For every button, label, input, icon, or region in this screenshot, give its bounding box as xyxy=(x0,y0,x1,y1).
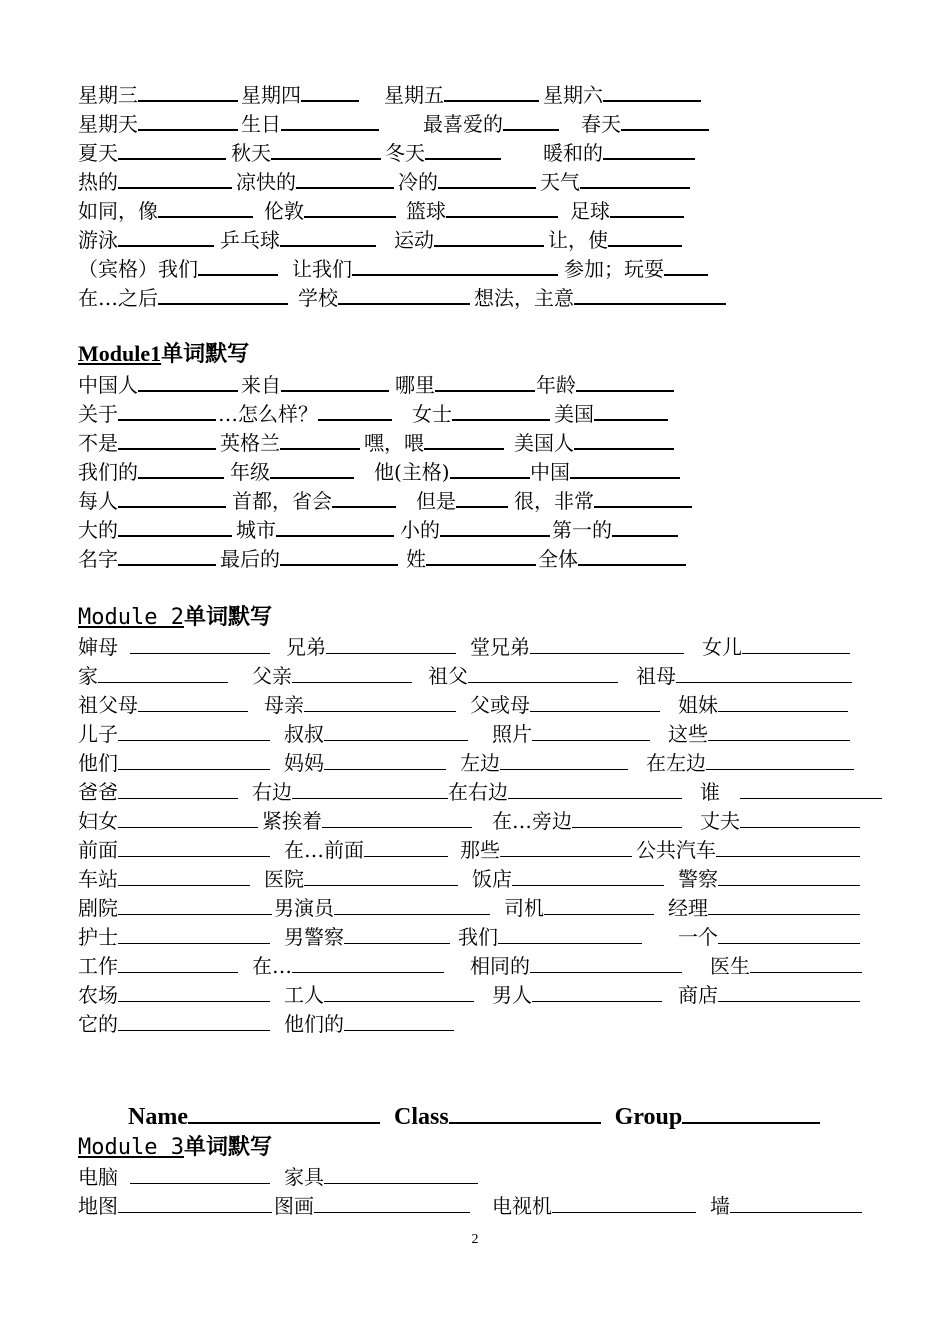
word-label: 父或母 xyxy=(470,693,530,717)
word-field[interactable] xyxy=(274,1192,470,1220)
word-label: 妇女 xyxy=(78,809,118,833)
word-label: 乒乓球 xyxy=(220,228,280,252)
word-label: 爸爸 xyxy=(78,780,118,804)
word-label: 凉快的 xyxy=(236,170,296,194)
word-field[interactable] xyxy=(78,225,214,254)
word-label: 丈夫 xyxy=(700,809,740,833)
word-label: …怎么样？ xyxy=(218,402,318,426)
word-field[interactable] xyxy=(400,515,550,544)
word-field[interactable] xyxy=(460,749,628,777)
word-label: 星期六 xyxy=(543,83,603,107)
word-label: 叔叔 xyxy=(284,722,324,746)
word-field[interactable] xyxy=(702,633,850,661)
word-field[interactable] xyxy=(284,720,468,748)
word-field[interactable] xyxy=(78,807,258,835)
word-label: 生日 xyxy=(241,112,281,136)
word-label: 让我们 xyxy=(292,257,352,281)
word-field[interactable] xyxy=(78,1163,270,1191)
word-label: 女士 xyxy=(412,402,452,426)
word-label: 嘿，喂 xyxy=(364,431,424,455)
word-field[interactable] xyxy=(78,196,253,225)
word-label: 在…前面 xyxy=(284,838,364,862)
word-label: 暖和的 xyxy=(543,141,603,165)
word-label: 医院 xyxy=(264,867,304,891)
word-label: 兄弟 xyxy=(286,635,326,659)
word-field[interactable] xyxy=(220,544,398,573)
word-label: 最后的 xyxy=(220,547,280,571)
word-label: 电视机 xyxy=(492,1194,552,1218)
word-label: 篮球 xyxy=(406,199,446,223)
word-label: 他们的 xyxy=(284,1012,344,1036)
word-label: 前面 xyxy=(78,838,118,862)
word-label: 父亲 xyxy=(252,664,292,688)
word-field[interactable] xyxy=(564,254,708,283)
word-field[interactable] xyxy=(492,1192,696,1220)
word-label: 一个 xyxy=(678,925,718,949)
class-label: Class xyxy=(393,1104,449,1130)
word-field[interactable] xyxy=(668,720,850,748)
word-field[interactable] xyxy=(78,486,226,515)
word-label: 关于 xyxy=(78,402,118,426)
word-field[interactable] xyxy=(474,283,726,312)
word-label: 祖母 xyxy=(636,664,676,688)
word-label: 那些 xyxy=(460,838,500,862)
word-field[interactable] xyxy=(78,865,250,893)
word-label: 男演员 xyxy=(274,896,334,920)
word-label: 参加；玩耍 xyxy=(564,257,664,281)
word-field[interactable] xyxy=(241,370,389,399)
word-field[interactable] xyxy=(78,109,238,138)
word-field[interactable] xyxy=(78,894,272,922)
word-field[interactable] xyxy=(374,457,530,486)
word-field[interactable] xyxy=(514,428,674,457)
word-field[interactable] xyxy=(220,225,376,254)
word-field[interactable] xyxy=(274,894,490,922)
word-field[interactable] xyxy=(264,865,458,893)
word-label: 在右边 xyxy=(448,780,508,804)
word-field[interactable] xyxy=(636,836,860,864)
word-label: 女儿 xyxy=(702,635,742,659)
name-class-group-bar xyxy=(128,1100,820,1132)
word-field[interactable] xyxy=(492,981,662,1009)
word-field[interactable] xyxy=(78,981,270,1009)
word-label: 祖父母 xyxy=(78,693,138,717)
module1-title-mod: Module1 xyxy=(78,341,162,366)
word-field[interactable] xyxy=(678,981,860,1009)
word-label: 如同，像 xyxy=(78,199,158,223)
word-field[interactable] xyxy=(416,486,508,515)
word-field[interactable] xyxy=(668,894,860,922)
word-label: 每人 xyxy=(78,489,118,513)
word-label: 我们的 xyxy=(78,460,138,484)
word-label: 它的 xyxy=(78,1012,118,1036)
word-field[interactable] xyxy=(406,544,536,573)
word-field[interactable] xyxy=(78,749,270,777)
module1-title-cn: 单词默写 xyxy=(161,342,250,367)
word-label: 农场 xyxy=(78,983,118,1007)
word-field[interactable] xyxy=(78,836,270,864)
word-label: 在… xyxy=(252,954,292,978)
word-field[interactable] xyxy=(78,720,270,748)
word-label: 想法，主意 xyxy=(474,286,574,310)
word-field[interactable] xyxy=(470,633,684,661)
name-label: Name xyxy=(128,1104,188,1130)
word-label: 不是 xyxy=(78,431,118,455)
word-label: 全体 xyxy=(538,547,578,571)
word-label: （宾格）我们 xyxy=(78,257,198,281)
word-field[interactable] xyxy=(678,691,848,719)
word-field[interactable] xyxy=(504,894,654,922)
word-label: 妈妈 xyxy=(284,751,324,775)
word-label: 哪里 xyxy=(395,373,435,397)
word-label: 祖父 xyxy=(428,664,468,688)
word-label: 我们 xyxy=(458,925,498,949)
word-label: 中国人 xyxy=(78,373,138,397)
word-field[interactable] xyxy=(298,283,470,312)
word-label: 在…之后 xyxy=(78,286,158,310)
word-field[interactable] xyxy=(678,865,860,893)
group-field[interactable] xyxy=(615,1104,821,1130)
word-field[interactable] xyxy=(78,254,278,283)
word-field[interactable] xyxy=(384,80,539,109)
page-number: 2 xyxy=(471,1232,479,1247)
word-label: 护士 xyxy=(78,925,118,949)
word-field[interactable] xyxy=(252,952,444,980)
word-label: 车站 xyxy=(78,867,118,891)
word-field[interactable] xyxy=(78,515,232,544)
word-label: 照片 xyxy=(492,722,532,746)
word-field[interactable] xyxy=(252,778,448,806)
word-label: 第一的 xyxy=(552,518,612,542)
word-label: 星期天 xyxy=(78,112,138,136)
word-label: 母亲 xyxy=(264,693,304,717)
word-field[interactable] xyxy=(284,749,446,777)
word-field[interactable] xyxy=(636,662,852,690)
word-field[interactable] xyxy=(218,399,392,428)
word-label: 家 xyxy=(78,664,98,688)
word-label: 很，非常 xyxy=(514,489,594,513)
word-field[interactable] xyxy=(540,167,690,196)
word-field[interactable] xyxy=(264,196,396,225)
word-label: 紧挨着 xyxy=(262,809,322,833)
word-field[interactable] xyxy=(423,109,559,138)
word-label: 学校 xyxy=(298,286,338,310)
word-label: 堂兄弟 xyxy=(470,635,530,659)
word-label: 夏天 xyxy=(78,141,118,165)
word-label: 天气 xyxy=(540,170,580,194)
word-label: 左边 xyxy=(460,751,500,775)
word-field[interactable] xyxy=(78,457,224,486)
word-field[interactable] xyxy=(220,428,360,457)
word-label: 谁 xyxy=(700,780,720,804)
word-field[interactable] xyxy=(284,923,450,951)
word-label: 经理 xyxy=(668,896,708,920)
word-field[interactable] xyxy=(78,1010,270,1038)
word-label: 星期五 xyxy=(384,83,444,107)
word-label: 但是 xyxy=(416,489,456,513)
word-label: 在左边 xyxy=(646,751,706,775)
word-field[interactable] xyxy=(241,80,359,109)
word-label: 饭店 xyxy=(472,867,512,891)
word-field[interactable] xyxy=(428,662,618,690)
word-label: 城市 xyxy=(236,518,276,542)
word-field[interactable] xyxy=(448,778,682,806)
word-label: 司机 xyxy=(504,896,544,920)
word-label: 冬天 xyxy=(385,141,425,165)
word-field[interactable] xyxy=(284,1010,454,1038)
word-label: 商店 xyxy=(678,983,718,1007)
word-label: 工作 xyxy=(78,954,118,978)
word-field[interactable] xyxy=(78,633,270,661)
word-label: 英格兰 xyxy=(220,431,280,455)
word-label: 运动 xyxy=(394,228,434,252)
word-field[interactable] xyxy=(236,167,394,196)
module2-title-cn: 单词默写 xyxy=(183,605,272,630)
word-field[interactable] xyxy=(78,80,238,109)
word-field[interactable] xyxy=(232,486,396,515)
word-field[interactable] xyxy=(284,1163,478,1191)
word-field[interactable] xyxy=(470,691,660,719)
word-label: 小的 xyxy=(400,518,440,542)
word-label: 热的 xyxy=(78,170,118,194)
word-field[interactable] xyxy=(78,428,216,457)
word-field[interactable] xyxy=(231,138,381,167)
word-label: 美国人 xyxy=(514,431,574,455)
word-label: 右边 xyxy=(252,780,292,804)
word-label: 警察 xyxy=(678,867,718,891)
word-label: 足球 xyxy=(570,199,610,223)
word-label: 星期三 xyxy=(78,83,138,107)
word-field[interactable] xyxy=(264,691,456,719)
word-label: 秋天 xyxy=(231,141,271,165)
word-label: 年级 xyxy=(230,460,270,484)
word-label: 在…旁边 xyxy=(492,809,572,833)
word-label: 这些 xyxy=(668,722,708,746)
word-label: 图画 xyxy=(274,1194,314,1218)
word-field[interactable] xyxy=(552,515,678,544)
word-field[interactable] xyxy=(514,486,692,515)
word-field[interactable] xyxy=(252,662,412,690)
word-field[interactable] xyxy=(78,952,238,980)
word-field[interactable] xyxy=(230,457,354,486)
word-field[interactable] xyxy=(78,167,232,196)
module3-title-cn: 单词默写 xyxy=(183,1135,272,1160)
word-label: 相同的 xyxy=(470,954,530,978)
word-field[interactable] xyxy=(364,428,504,457)
word-field[interactable] xyxy=(530,457,680,486)
word-label: 来自 xyxy=(241,373,281,397)
module3-title xyxy=(78,1133,272,1162)
word-field[interactable] xyxy=(710,1192,862,1220)
word-label: 儿子 xyxy=(78,722,118,746)
word-field[interactable] xyxy=(398,167,536,196)
word-field[interactable] xyxy=(548,225,682,254)
word-field[interactable] xyxy=(538,544,686,573)
module2-title-mod: Module 2 xyxy=(78,605,184,630)
word-field[interactable] xyxy=(710,952,862,980)
word-label: 让，使 xyxy=(548,228,608,252)
name-field[interactable] xyxy=(128,1104,380,1130)
word-label: 电脑 xyxy=(78,1165,118,1189)
word-label: 男警察 xyxy=(284,925,344,949)
word-label: 家具 xyxy=(284,1165,324,1189)
word-field[interactable] xyxy=(241,109,379,138)
word-field[interactable] xyxy=(406,196,558,225)
word-label: 游泳 xyxy=(78,228,118,252)
word-field[interactable] xyxy=(472,865,664,893)
word-field[interactable] xyxy=(78,370,238,399)
word-label: 公共汽车 xyxy=(636,838,716,862)
word-field[interactable] xyxy=(395,370,535,399)
word-label: 年龄 xyxy=(536,373,576,397)
module2-title xyxy=(78,603,272,632)
word-field[interactable] xyxy=(554,399,668,428)
word-label: 最喜爱的 xyxy=(423,112,503,136)
word-field[interactable] xyxy=(581,109,709,138)
word-label: 名字 xyxy=(78,547,118,571)
word-field[interactable] xyxy=(492,720,650,748)
word-label: 中国 xyxy=(530,460,570,484)
word-field[interactable] xyxy=(458,923,642,951)
word-label: 大的 xyxy=(78,518,118,542)
word-label: 地图 xyxy=(78,1194,118,1218)
word-label: 美国 xyxy=(554,402,594,426)
word-label: 姓 xyxy=(406,547,426,571)
word-label: 冷的 xyxy=(398,170,438,194)
word-label: 婶母 xyxy=(78,635,118,659)
word-label: 伦敦 xyxy=(264,199,304,223)
word-field[interactable] xyxy=(292,254,558,283)
word-field[interactable] xyxy=(78,283,288,312)
word-label: 墙 xyxy=(710,1194,730,1218)
word-field[interactable] xyxy=(385,138,501,167)
word-field[interactable] xyxy=(78,138,226,167)
word-field[interactable] xyxy=(78,544,216,573)
word-field[interactable] xyxy=(284,836,448,864)
word-field[interactable] xyxy=(570,196,684,225)
word-field[interactable] xyxy=(536,370,674,399)
word-label: 医生 xyxy=(710,954,750,978)
word-field[interactable] xyxy=(78,691,248,719)
module1-title xyxy=(78,340,249,369)
word-field[interactable] xyxy=(470,952,682,980)
word-field[interactable] xyxy=(700,807,860,835)
word-field[interactable] xyxy=(78,778,238,806)
word-field[interactable] xyxy=(492,807,682,835)
word-field[interactable] xyxy=(284,981,474,1009)
word-label: 他们 xyxy=(78,751,118,775)
word-label: 他(主格) xyxy=(374,460,450,484)
word-label: 姐妹 xyxy=(678,693,718,717)
module3-title-mod: Module 3 xyxy=(78,1135,184,1160)
word-label: 首都，省会 xyxy=(232,489,332,513)
word-field[interactable] xyxy=(700,778,882,806)
word-field[interactable] xyxy=(236,515,394,544)
word-field[interactable] xyxy=(646,749,854,777)
word-label: 春天 xyxy=(581,112,621,136)
word-field[interactable] xyxy=(412,399,550,428)
word-label: 星期四 xyxy=(241,83,301,107)
word-field[interactable] xyxy=(78,399,216,428)
word-field[interactable] xyxy=(78,662,228,690)
word-field[interactable] xyxy=(543,80,701,109)
word-label: 男人 xyxy=(492,983,532,1007)
word-field[interactable] xyxy=(78,923,270,951)
word-field[interactable] xyxy=(262,807,472,835)
word-field[interactable] xyxy=(78,1192,272,1220)
class-field[interactable] xyxy=(394,1104,601,1130)
word-field[interactable] xyxy=(543,138,695,167)
word-field[interactable] xyxy=(286,633,456,661)
word-field[interactable] xyxy=(678,923,860,951)
word-label: 剧院 xyxy=(78,896,118,920)
word-field[interactable] xyxy=(460,836,632,864)
group-label: Group xyxy=(614,1104,683,1130)
word-label: 工人 xyxy=(284,983,324,1007)
word-field[interactable] xyxy=(394,225,544,254)
